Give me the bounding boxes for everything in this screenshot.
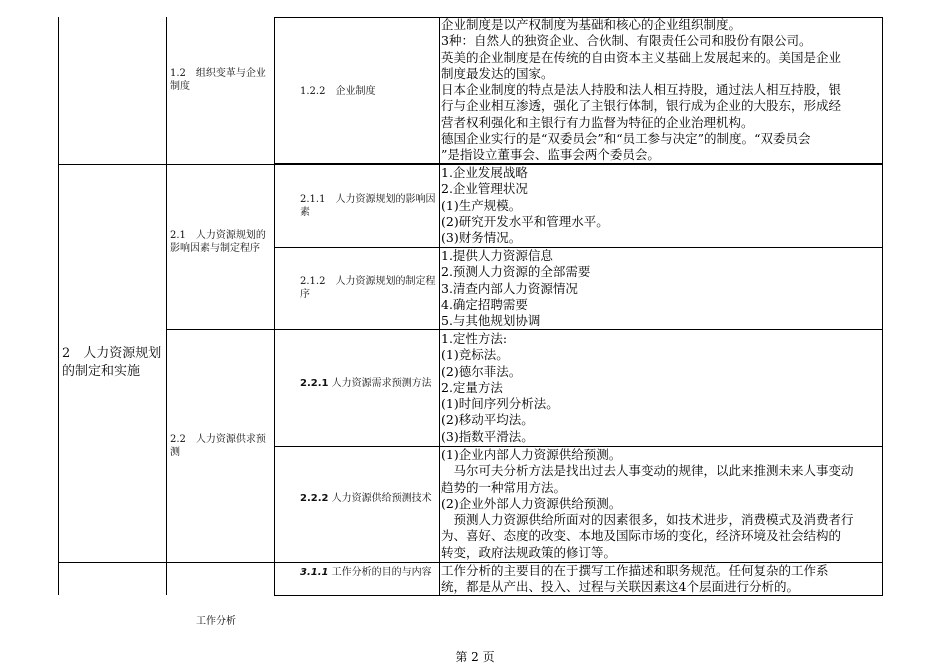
content-3-1-1 (441, 563, 881, 596)
content-line: 英美的企业制度是在传统的自由资本主义基础上发展起来的。美国是企业 (441, 49, 842, 65)
table-border-left (58, 17, 59, 595)
content-line: 2.定量方法 (441, 379, 503, 395)
content-line: (3)指数平滑法。 (441, 428, 534, 444)
content-line: 企业制度是以产权制度为基础和核心的企业组织制度。 (441, 17, 742, 32)
item-3-1-1-text: 工作分析的目的与内容 (331, 567, 432, 578)
content-line: (1)企业内部人力资源供给预测。 (441, 447, 622, 462)
content-line: (1)生产规模。 (441, 197, 522, 213)
content-line: 2.企业管理状况 (441, 181, 528, 197)
item-1-2-2-title: 1.2.2 企业制度 (300, 86, 376, 97)
content-line: 马尔可夫分析方法是找出过去人事变动的规律，以此来推测未来人事变动 (441, 463, 854, 479)
column-divider-1 (166, 17, 167, 595)
content-line: (2)企业外部人力资源供给预测。 (441, 495, 622, 511)
content-2-2-2 (441, 447, 881, 561)
page-number: 第 2 页 (455, 650, 495, 664)
content-line: 营者权利强化和主银行有力监督为特征的企业治理机构。 (441, 114, 754, 130)
column-divider-3 (439, 17, 440, 595)
content-line: 制度最发达的国家。 (441, 65, 554, 81)
content-line: 1.企业发展战略 (441, 165, 528, 180)
content-line: 预测人力资源供给所面对的因素很多，如技术进步，消费模式及消费者行 (441, 512, 854, 528)
item-2-2-2-title (300, 492, 436, 505)
section-3-label: 工作分析 (196, 616, 236, 627)
subsection-2-1-title: 2.1 人力资源规划的影响因素与制定程序 (170, 230, 266, 254)
content-line: 4.确定招聘需要 (441, 296, 528, 312)
item-2-2-1-text: 人力资源需求预测方法 (331, 378, 432, 389)
content-2-2-1 (441, 331, 881, 445)
content-line: 统，都是从产出、投入、过程与关联因素这4个层面进行分析的。 (441, 579, 799, 595)
content-line: 趋势的一种常用方法。 (441, 479, 567, 495)
table-border-right (882, 17, 883, 595)
subsection-2-2-title: 2.2 人力资源供求预测 (170, 434, 266, 458)
content-1-2-2 (441, 17, 881, 164)
content-line: 为、喜好、态度的改变、本地及国际市场的变化，经济环境及社会结构的 (441, 528, 842, 544)
content-line: 转变，政府法规政策的修订等。 (441, 544, 617, 560)
content-line: ”是指设立董事会、监事会两个委员会。 (441, 147, 660, 163)
column-divider-2 (274, 17, 275, 595)
item-3-1-1-title (300, 566, 436, 579)
item-3-1-1-number: 3.1.1 (300, 567, 329, 578)
content-line: 2.预测人力资源的全部需要 (441, 264, 591, 280)
content-line: 1.定性方法: (441, 331, 508, 346)
content-2-1-1 (441, 165, 881, 246)
subsection-1-2-title: 1.2 组织变革与企业制度 (170, 68, 266, 92)
content-line: 5.与其他规划协调 (441, 313, 541, 329)
item-2-2-1-title (300, 377, 436, 390)
content-line: 工作分析的主要目的在于撰写工作描述和职务规范。任何复杂的工作系 (441, 563, 829, 578)
content-line: 日本企业制度的特点是法人持股和法人相互持股，通过法人相互持股，银 (441, 82, 842, 98)
item-2-2-2-text: 人力资源供给预测技术 (331, 493, 432, 504)
content-line: (1)竞标法。 (441, 347, 509, 363)
item-2-2-1-number: 2.2.1 (300, 378, 329, 389)
section-2-title: 2 人力资源规划的制定和实施 (62, 346, 162, 379)
content-line: 1.提供人力资源信息 (441, 248, 553, 263)
content-line: (3)财务情况。 (441, 230, 522, 246)
content-line: (1)时间序列分析法。 (441, 396, 559, 412)
content-line: 3.清查内部人力资源情况 (441, 280, 578, 296)
item-2-1-2-title: 2.1.2 人力资源规划的制定程序 (300, 276, 436, 300)
content-line: (2)德尔菲法。 (441, 363, 522, 379)
content-line: (2)移动平均法。 (441, 412, 534, 428)
item-2-1-1-title: 2.1.1 人力资源规划的影响因素 (300, 194, 436, 218)
content-line: 德国企业实行的是“双委员会”和“员工参与决定”的制度。“双委员会 (441, 131, 811, 147)
item-2-2-2-number: 2.2.2 (300, 493, 329, 504)
content-line: 3种：自然人的独资企业、合伙制、有限责任公司和股份有限公司。 (441, 33, 812, 49)
content-line: (2)研究开发水平和管理水平。 (441, 213, 609, 229)
content-line: 行与企业相互渗透，强化了主银行体制，银行成为企业的大股东，形成经 (441, 98, 842, 114)
content-2-1-2 (441, 248, 881, 329)
